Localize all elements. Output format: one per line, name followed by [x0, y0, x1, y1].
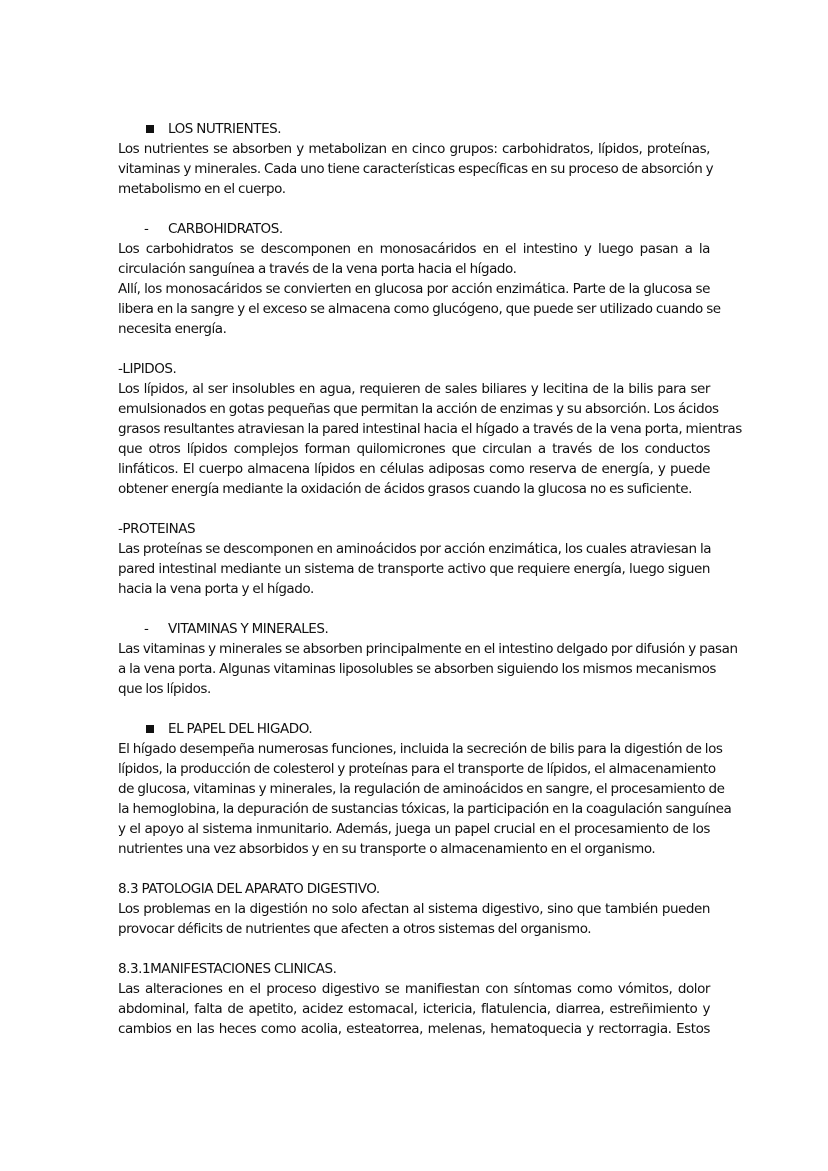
paragraph-line: El hígado desempeña numerosas funciones, incluida la secreción de bilis para la digestión de los [118, 741, 723, 757]
paragraph-line: obtener energía mediante la oxidación de ácidos grasos cuando la glucosa no es suficiente. [118, 481, 692, 497]
paragraph-line: nutrientes una vez absorbidos y en su transporte o almacenamiento en el organismo. [118, 841, 656, 857]
section-heading-carbohidratos: - CARBOHIDRATOS. [144, 221, 283, 237]
paragraph-line: provocar déficits de nutrientes que afecten a otros sistemas del organismo. [118, 921, 592, 937]
dash-bullet: - [144, 221, 149, 237]
dash-bullet: - [144, 621, 149, 637]
paragraph-line: lípidos, la producción de colesterol y proteínas para el transporte de lípidos, el almacenamiento [118, 761, 716, 777]
paragraph-line: Las proteínas se descomponen en aminoácidos por acción enzimática, los cuales atraviesan la [118, 541, 712, 557]
paragraph-line: metabolismo en el cuerpo. [118, 181, 286, 197]
paragraph-line: la hemoglobina, la depuración de sustancias tóxicas, la participación en la coagulación sanguínea [118, 801, 732, 817]
paragraph-line: Las alteraciones en el proceso digestivo se manifiestan con síntomas como vómitos, dolor [118, 981, 710, 997]
paragraph-line: grasos resultantes atraviesan la pared intestinal hacia el hígado a través de la vena porta, mientras [118, 421, 742, 437]
paragraph-line: Los problemas en la digestión no solo afectan al sistema digestivo, sino que también pueden [118, 901, 710, 917]
paragraph-line: libera en la sangre y el exceso se almacena como glucógeno, que puede ser utilizado cuando se [118, 301, 721, 317]
paragraph-line: circulación sanguínea a través de la vena porta hacia el hígado. [118, 261, 517, 277]
paragraph-line: Los lípidos, al ser insolubles en agua, requieren de sales biliares y lecitina de la bilis para ser [118, 381, 710, 397]
paragraph-line: a la vena porta. Algunas vitaminas liposolubles se absorben siguiendo los mismos mecanismos [118, 661, 716, 677]
section-heading-manifestaciones: 8.3.1MANIFESTACIONES CLINICAS. [118, 961, 337, 977]
paragraph-line: Los carbohidratos se descomponen en monosacáridos en el intestino y luego pasan a la [118, 241, 710, 257]
document-page [118, 119, 742, 1039]
paragraph-line: Allí, los monosacáridos se convierten en glucosa por acción enzimática. Parte de la glucosa se [118, 281, 710, 297]
section-heading-lipidos: -LIPIDOS. [118, 361, 177, 377]
section-heading-nutrientes: LOS NUTRIENTES. [118, 119, 710, 139]
paragraph-line: abdominal, falta de apetito, acidez estomacal, ictericia, flatulencia, diarrea, estreñimiento y [118, 1001, 710, 1017]
paragraph-line: Los nutrientes se absorben y metabolizan en cinco grupos: carbohidratos, lípidos, proteínas, [118, 141, 710, 157]
section-heading-vitaminas: - VITAMINAS Y MINERALES. [144, 621, 329, 637]
paragraph-line: linfáticos. El cuerpo almacena lípidos en células adiposas como reserva de energía, y puede [118, 461, 710, 477]
square-bullet-icon [146, 725, 154, 733]
section-heading-patologia: 8.3 PATOLOGIA DEL APARATO DIGESTIVO. [118, 881, 380, 897]
paragraph-line: cambios en las heces como acolia, esteatorrea, melenas, hematoquecia y rectorragia. Estos [118, 1021, 710, 1037]
paragraph-line: que los lípidos. [118, 681, 211, 697]
paragraph-line: y el apoyo al sistema inmunitario. Además, juega un papel crucial en el procesamiento de los [118, 821, 710, 837]
paragraph-line: de glucosa, vitaminas y minerales, la regulación de aminoácidos en sangre, el procesamiento de [118, 781, 725, 797]
section-heading-proteinas: -PROTEINAS [118, 521, 196, 537]
paragraph-line: Las vitaminas y minerales se absorben principalmente en el intestino delgado por difusión y pasan [118, 641, 738, 657]
paragraph-line: que otros lípidos complejos forman quilomicrones que circulan a través de los conductos [118, 441, 710, 457]
paragraph-line: emulsionados en gotas pequeñas que permitan la acción de enzimas y su absorción. Los ácidos [118, 401, 719, 417]
paragraph-line: vitaminas y minerales. Cada uno tiene características específicas en su proceso de absorción y [118, 161, 714, 177]
square-bullet-icon [146, 125, 154, 133]
paragraph-line: necesita energía. [118, 321, 227, 337]
section-heading-higado: EL PAPEL DEL HIGADO. [118, 719, 710, 739]
paragraph-line: hacia la vena porta y el hígado. [118, 581, 314, 597]
paragraph-line: pared intestinal mediante un sistema de transporte activo que requiere energía, luego siguen [118, 561, 710, 577]
